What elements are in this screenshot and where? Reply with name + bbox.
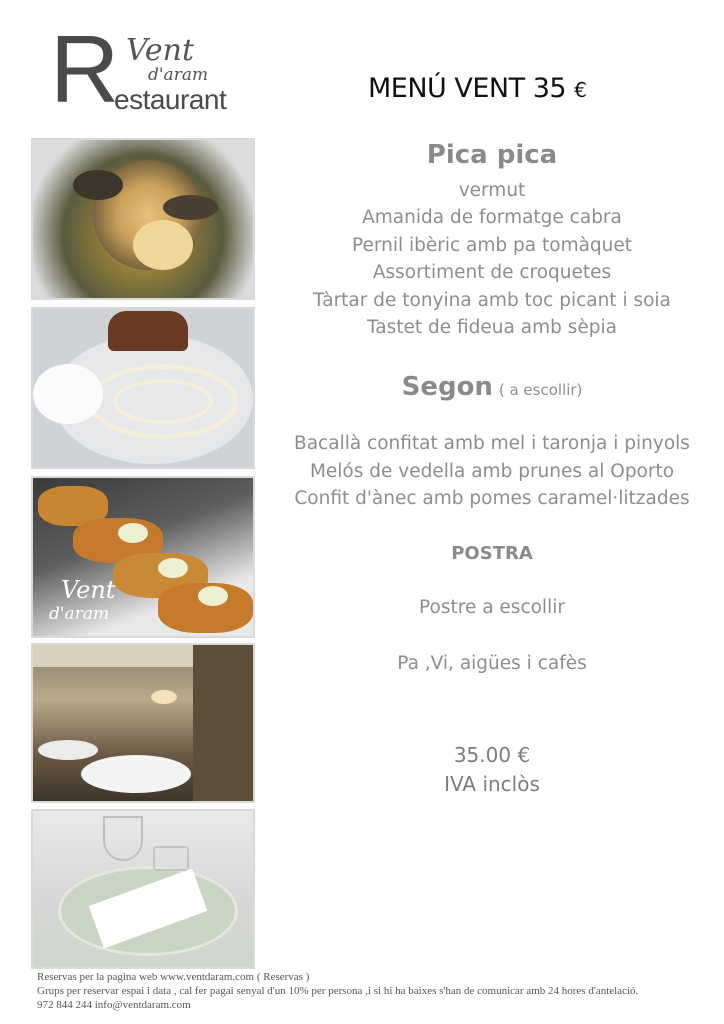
menu-item-fideua: Tastet de fideua amb sèpia	[367, 317, 617, 338]
photo-scallops-truffle	[31, 138, 255, 300]
menu-title-currency: €	[574, 78, 587, 102]
footer	[37, 970, 638, 1012]
footer-contact: 972 844 244 info@ventdaram.com	[37, 999, 191, 1011]
photo-croquettes	[31, 476, 255, 638]
watermark-vent: Vent	[61, 576, 116, 604]
menu-item-amanida: Amanida de formatge cabra	[362, 207, 622, 228]
menu-item-bacalla: Bacallà confitat amb mel i taronja i pinyols	[294, 433, 690, 454]
menu-item-pernil: Pernil ibèric amb pa tomàquet	[351, 235, 633, 256]
photo-table-setting	[31, 809, 255, 969]
section-title-postra: POSTRA	[451, 543, 533, 564]
menu-item-postre: Postre a escollir	[419, 597, 565, 618]
menu-item-confit: Confit d'ànec amb pomes caramel·litzades	[294, 488, 690, 509]
logo-vent: Vent	[126, 33, 195, 68]
price: 35.00 €	[453, 743, 531, 767]
vat-note: IVA inclòs	[444, 772, 540, 796]
menu-item-melos: Melós de vedella amb prunes al Oporto	[309, 461, 675, 482]
menu-item-croquetes: Assortiment de croquetes	[372, 262, 612, 283]
menu-title-text: MENÚ VENT 35	[368, 73, 567, 104]
menu-item-tartar: Tàrtar de tonyina amb toc picant i soia	[313, 290, 671, 311]
menu-title	[368, 73, 586, 104]
photo-dining-room	[31, 643, 255, 803]
section-note-segon: ( a escollir)	[498, 381, 583, 399]
menu-item-extras: Pa ,Vi, aigües i cafès	[397, 653, 587, 674]
footer-reservations: Reservas per la pagina web www.ventdaram.com ( Reservas )	[37, 971, 310, 983]
section-segon	[262, 372, 722, 402]
logo-daram: d'aram	[148, 65, 209, 85]
logo-restaurant-word: estaurant	[114, 84, 227, 115]
section-title-segon: Segon	[401, 372, 493, 402]
logo-letter-r: R	[50, 16, 118, 123]
footer-groups-note: Grups per reservar espai i data , cal fer pagai senyal d'un 10% per persona ,i si hi ha baixes s'han de comunicar amb 24 hores d'antelació.	[37, 985, 639, 997]
section-title-pica-pica: Pica pica	[426, 140, 558, 170]
watermark-daram: d'aram	[49, 604, 110, 624]
menu-item-vermut: vermut	[458, 180, 526, 201]
photo-chocolate-dessert	[31, 307, 255, 469]
restaurant-logo	[50, 16, 240, 123]
